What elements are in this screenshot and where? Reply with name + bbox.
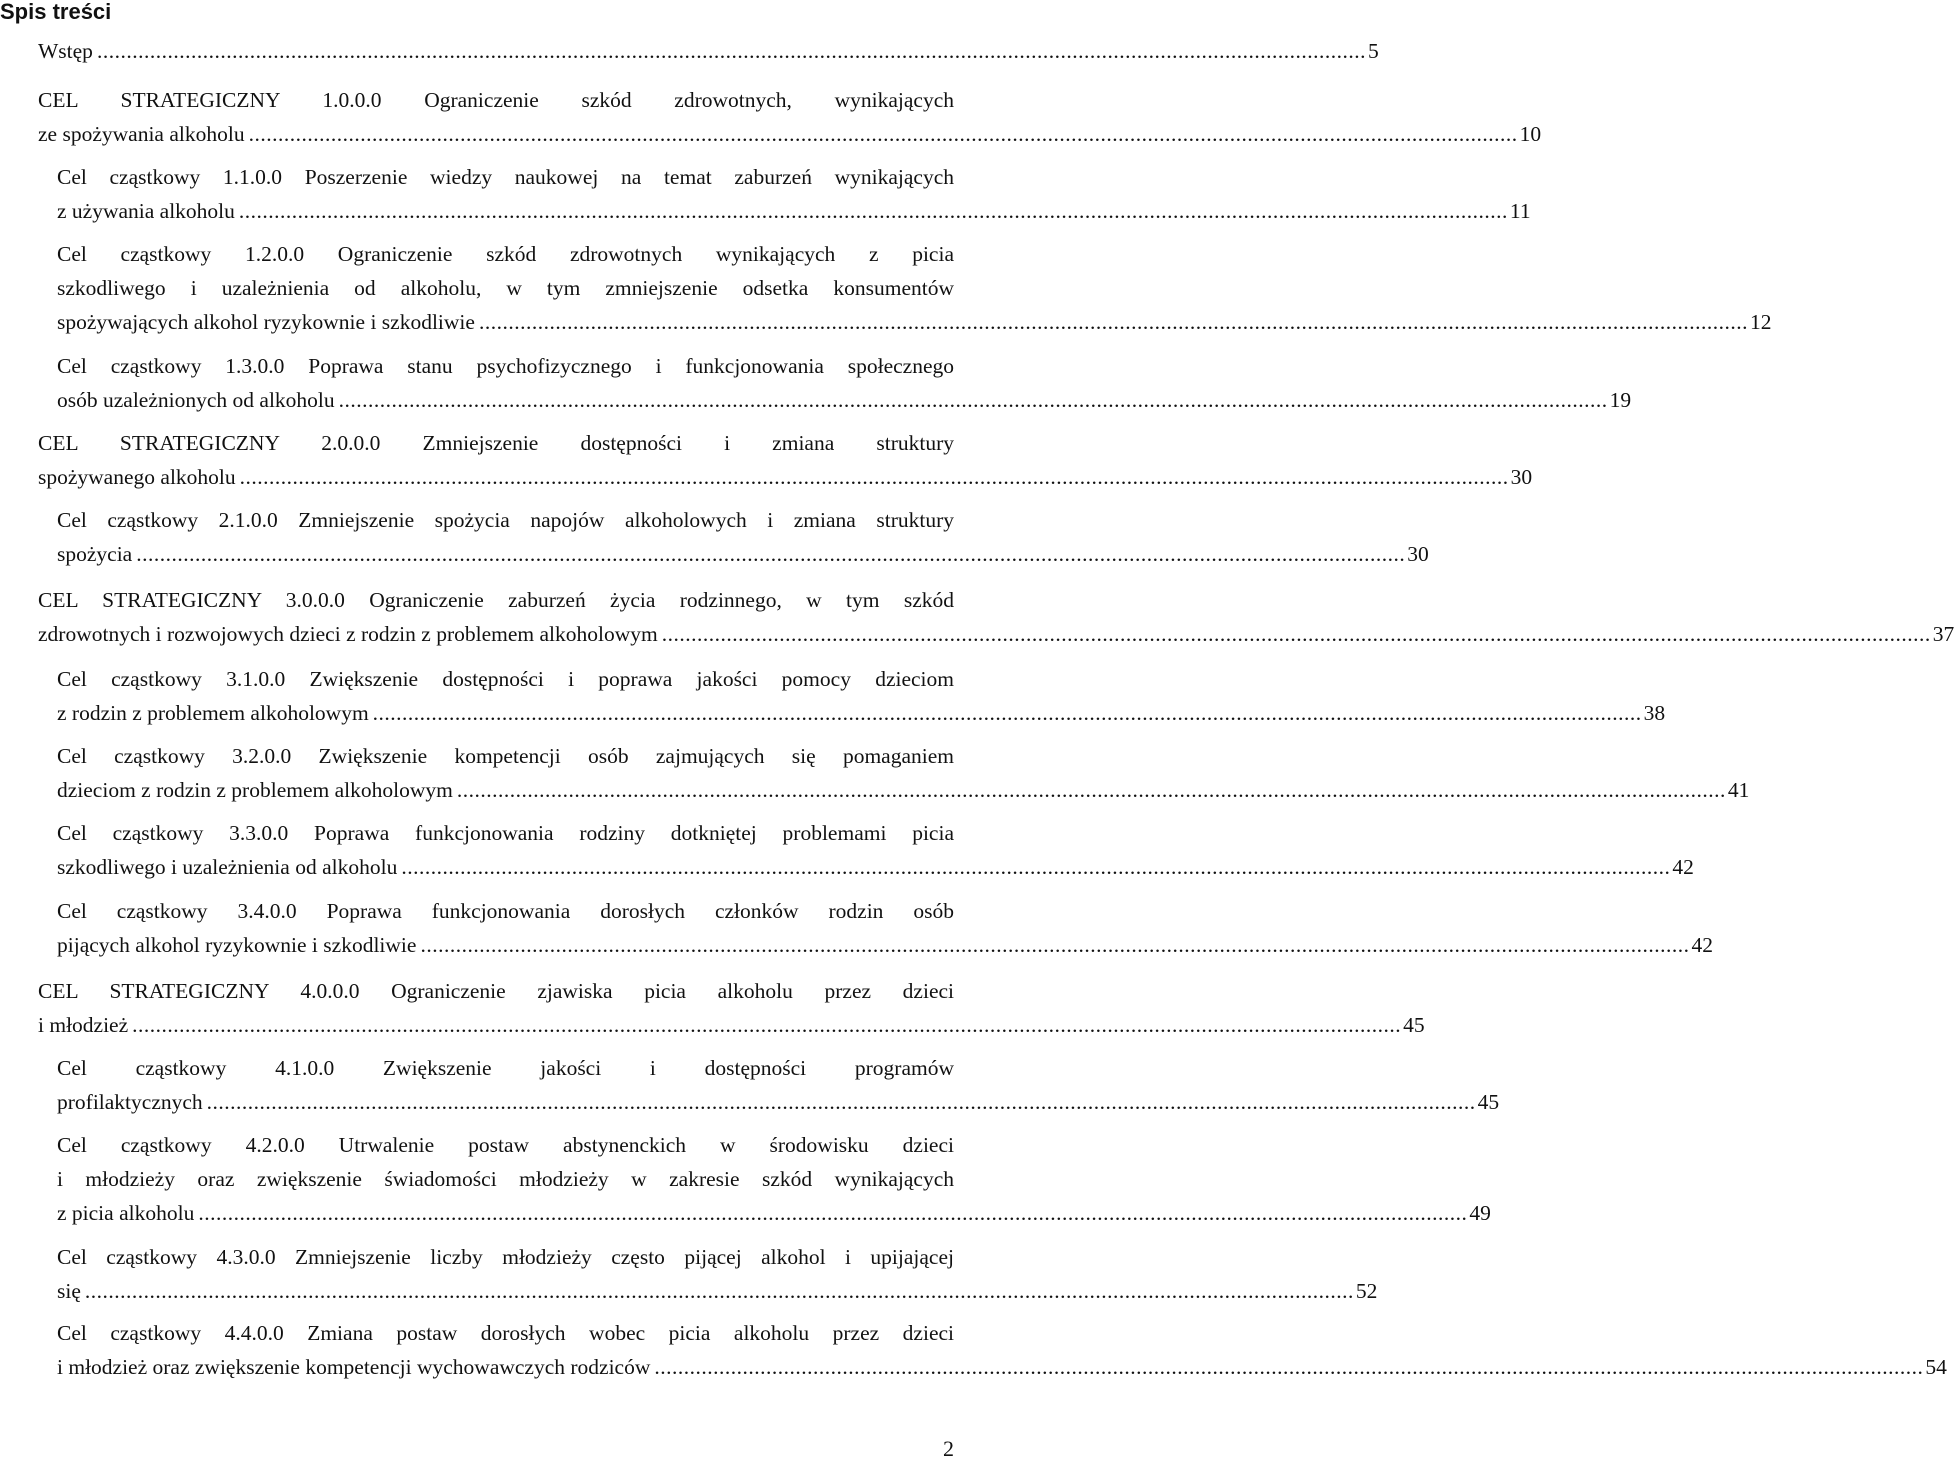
toc-entry-last-line <box>38 117 1542 151</box>
dot-leader: ........................................................................................................................................................................................................................ <box>238 199 1508 223</box>
toc-page-number: 49 <box>1469 1201 1491 1225</box>
toc-entry-last-line <box>38 460 1533 494</box>
toc-entry-line: szkodliwego i uzależnienia od alkoholu, w tym zmniejszenie odsetka konsumentów <box>57 276 954 300</box>
toc-entry-text: pijących alkohol ryzykownie i szkodliwie <box>57 933 417 957</box>
toc-entry-last-line <box>38 34 1379 68</box>
toc-entry-last-line <box>57 305 1772 339</box>
toc-entry-last-line <box>57 696 1666 730</box>
dot-leader: ........................................................................................................................................................................................................................ <box>248 122 1518 146</box>
dot-leader: ........................................................................................................................................................................................................................ <box>136 542 1406 566</box>
dot-leader: ........................................................................................................................................................................................................................ <box>198 1201 1468 1225</box>
toc-entry-last-line <box>57 928 1713 962</box>
dot-leader: ........................................................................................................................................................................................................................ <box>239 465 1509 489</box>
toc-title: Spis treści <box>0 0 112 24</box>
toc-page-number: 30 <box>1510 465 1533 489</box>
toc-entry-cel-strategiczny-3[interactable] <box>38 583 1954 651</box>
toc-entry-line: Cel cząstkowy 1.3.0.0 Poprawa stanu psychofizycznego i funkcjonowania społecznego <box>57 354 954 378</box>
toc-entry-text: z picia alkoholu <box>57 1201 195 1225</box>
toc-entry-line: Cel cząstkowy 1.1.0.0 Poszerzenie wiedzy naukowej na temat zaburzeń wynikających <box>57 165 954 189</box>
toc-entry-line: Cel cząstkowy 3.4.0.0 Poprawa funkcjonowania dorosłych członków rodzin osób <box>57 899 954 923</box>
toc-entry-text: osób uzależnionych od alkoholu <box>57 388 335 412</box>
toc-entry-text: ze spożywania alkoholu <box>38 122 245 146</box>
toc-entry-cel-1-2[interactable] <box>57 237 1772 339</box>
dot-leader: ........................................................................................................................................................................................................................ <box>206 1090 1476 1114</box>
toc-entry-line: CEL STRATEGICZNY 4.0.0.0 Ograniczenie zjawiska picia alkoholu przez dzieci <box>38 979 954 1003</box>
toc-entry-cel-4-3[interactable] <box>57 1240 1378 1308</box>
toc-page-number: 45 <box>1477 1090 1500 1114</box>
dot-leader: ........................................................................................................................................................................................................................ <box>420 933 1690 957</box>
toc-page-number: 45 <box>1403 1013 1425 1037</box>
toc-entry-line: CEL STRATEGICZNY 1.0.0.0 Ograniczenie szkód zdrowotnych, wynikających <box>38 88 954 112</box>
toc-entry-line: Cel cząstkowy 4.1.0.0 Zwiększenie jakości i dostępności programów <box>57 1056 954 1080</box>
toc-entry-cel-4-2[interactable] <box>57 1128 1491 1230</box>
toc-page-number: 5 <box>1367 39 1379 63</box>
toc-entry-line: CEL STRATEGICZNY 3.0.0.0 Ograniczenie zaburzeń życia rodzinnego, w tym szkód <box>38 588 954 612</box>
toc-entry-last-line <box>38 617 1954 651</box>
toc-entry-line: Cel cząstkowy 3.2.0.0 Zwiększenie kompetencji osób zajmujących się pomaganiem <box>57 744 954 768</box>
toc-page-number: 12 <box>1749 310 1772 334</box>
toc-entry-text: spożywanego alkoholu <box>38 465 236 489</box>
toc-entry-text: zdrowotnych i rozwojowych dzieci z rodzin z problemem alkoholowym <box>38 622 658 646</box>
dot-leader: ........................................................................................................................................................................................................................ <box>84 1279 1354 1303</box>
toc-entry-cel-3-3[interactable] <box>57 816 1694 884</box>
toc-entry-cel-3-2[interactable] <box>57 739 1750 807</box>
page-number: 2 <box>943 1436 954 1461</box>
toc-entry-last-line <box>57 537 1429 571</box>
toc-entry-line: Cel cząstkowy 3.3.0.0 Poprawa funkcjonowania rodziny dotkniętej problemami picia <box>57 821 954 845</box>
toc-page-number: 37 <box>1932 622 1954 646</box>
toc-entry-text: spożycia <box>57 542 133 566</box>
toc-page-number: 42 <box>1672 855 1694 879</box>
dot-leader: ........................................................................................................................................................................................................................ <box>338 388 1608 412</box>
toc-entry-line: Cel cząstkowy 1.2.0.0 Ograniczenie szkód zdrowotnych wynikających z picia <box>57 242 954 266</box>
toc-entry-wstep[interactable] <box>38 34 1379 68</box>
toc-entry-line: Cel cząstkowy 3.1.0.0 Zwiększenie dostępności i poprawa jakości pomocy dzieciom <box>57 667 954 691</box>
toc-entry-cel-3-4[interactable] <box>57 894 1713 962</box>
toc-page-number: 11 <box>1509 199 1531 223</box>
toc-entry-last-line <box>38 1008 1425 1042</box>
toc-entry-cel-1-1[interactable] <box>57 160 1531 228</box>
toc-entry-line: Cel cząstkowy 4.4.0.0 Zmiana postaw dorosłych wobec picia alkoholu przez dzieci <box>57 1321 954 1345</box>
toc-entry-last-line <box>57 850 1694 884</box>
toc-entry-line: CEL STRATEGICZNY 2.0.0.0 Zmniejszenie dostępności i zmiana struktury <box>38 431 954 455</box>
toc-page-number: 54 <box>1925 1355 1947 1379</box>
toc-entry-line: Cel cząstkowy 4.3.0.0 Zmniejszenie liczby młodzieży często pijącej alkohol i upijającej <box>57 1245 954 1269</box>
toc-page-number: 19 <box>1609 388 1632 412</box>
toc-entry-text: szkodliwego i uzależnienia od alkoholu <box>57 855 398 879</box>
toc-entry-line: Cel cząstkowy 2.1.0.0 Zmniejszenie spożycia napojów alkoholowych i zmiana struktury <box>57 508 954 532</box>
toc-entry-last-line <box>57 1085 1500 1119</box>
toc-entry-cel-strategiczny-1[interactable] <box>38 83 1542 151</box>
toc-entry-last-line <box>57 1274 1378 1308</box>
toc-entry-cel-2-1[interactable] <box>57 503 1429 571</box>
toc-entry-last-line <box>57 773 1750 807</box>
toc-entry-last-line <box>57 1350 1947 1384</box>
toc-entry-cel-strategiczny-4[interactable] <box>38 974 1425 1042</box>
dot-leader: ........................................................................................................................................................................................................................ <box>132 1013 1402 1037</box>
toc-entry-text: się <box>57 1279 81 1303</box>
toc-page-number: 41 <box>1727 778 1750 802</box>
dot-leader: ........................................................................................................................................................................................................................ <box>654 1355 1924 1379</box>
toc-entry-last-line <box>57 194 1531 228</box>
dot-leader: ........................................................................................................................................................................................................................ <box>661 622 1931 646</box>
toc-entry-text: i młodzież oraz zwiększenie kompetencji wychowawczych rodziców <box>57 1355 651 1379</box>
dot-leader: ........................................................................................................................................................................................................................ <box>372 701 1642 725</box>
toc-entry-cel-3-1[interactable] <box>57 662 1666 730</box>
toc-entry-text: Wstęp <box>38 39 93 63</box>
toc-entry-last-line <box>57 383 1632 417</box>
toc-entry-last-line <box>57 1196 1491 1230</box>
dot-leader: ........................................................................................................................................................................................................................ <box>401 855 1671 879</box>
toc-entry-cel-1-3[interactable] <box>57 349 1632 417</box>
toc-page-number: 52 <box>1355 1279 1378 1303</box>
toc-page-number: 30 <box>1407 542 1429 566</box>
toc-entry-line: i młodzieży oraz zwiększenie świadomości młodzieży w zakresie szkód wynikających <box>57 1167 954 1191</box>
toc-entry-text: i młodzież <box>38 1013 129 1037</box>
toc-entry-text: dzieciom z rodzin z problemem alkoholowym <box>57 778 453 802</box>
dot-leader: ........................................................................................................................................................................................................................ <box>456 778 1726 802</box>
toc-page-number: 10 <box>1519 122 1542 146</box>
dot-leader: ........................................................................................................................................................................................................................ <box>478 310 1748 334</box>
dot-leader: ........................................................................................................................................................................................................................ <box>96 39 1366 63</box>
toc-entry-cel-4-4[interactable] <box>57 1316 1947 1384</box>
toc-entry-text: z rodzin z problemem alkoholowym <box>57 701 369 725</box>
toc-page-number: 42 <box>1691 933 1713 957</box>
toc-entry-text: profilaktycznych <box>57 1090 203 1114</box>
toc-entry-cel-strategiczny-2[interactable] <box>38 426 1533 494</box>
toc-entry-text: spożywających alkohol ryzykownie i szkodliwie <box>57 310 475 334</box>
toc-page-number: 38 <box>1643 701 1666 725</box>
toc-entry-line: Cel cząstkowy 4.2.0.0 Utrwalenie postaw abstynenckich w środowisku dzieci <box>57 1133 954 1157</box>
toc-entry-cel-4-1[interactable] <box>57 1051 1500 1119</box>
toc-entry-text: z używania alkoholu <box>57 199 235 223</box>
